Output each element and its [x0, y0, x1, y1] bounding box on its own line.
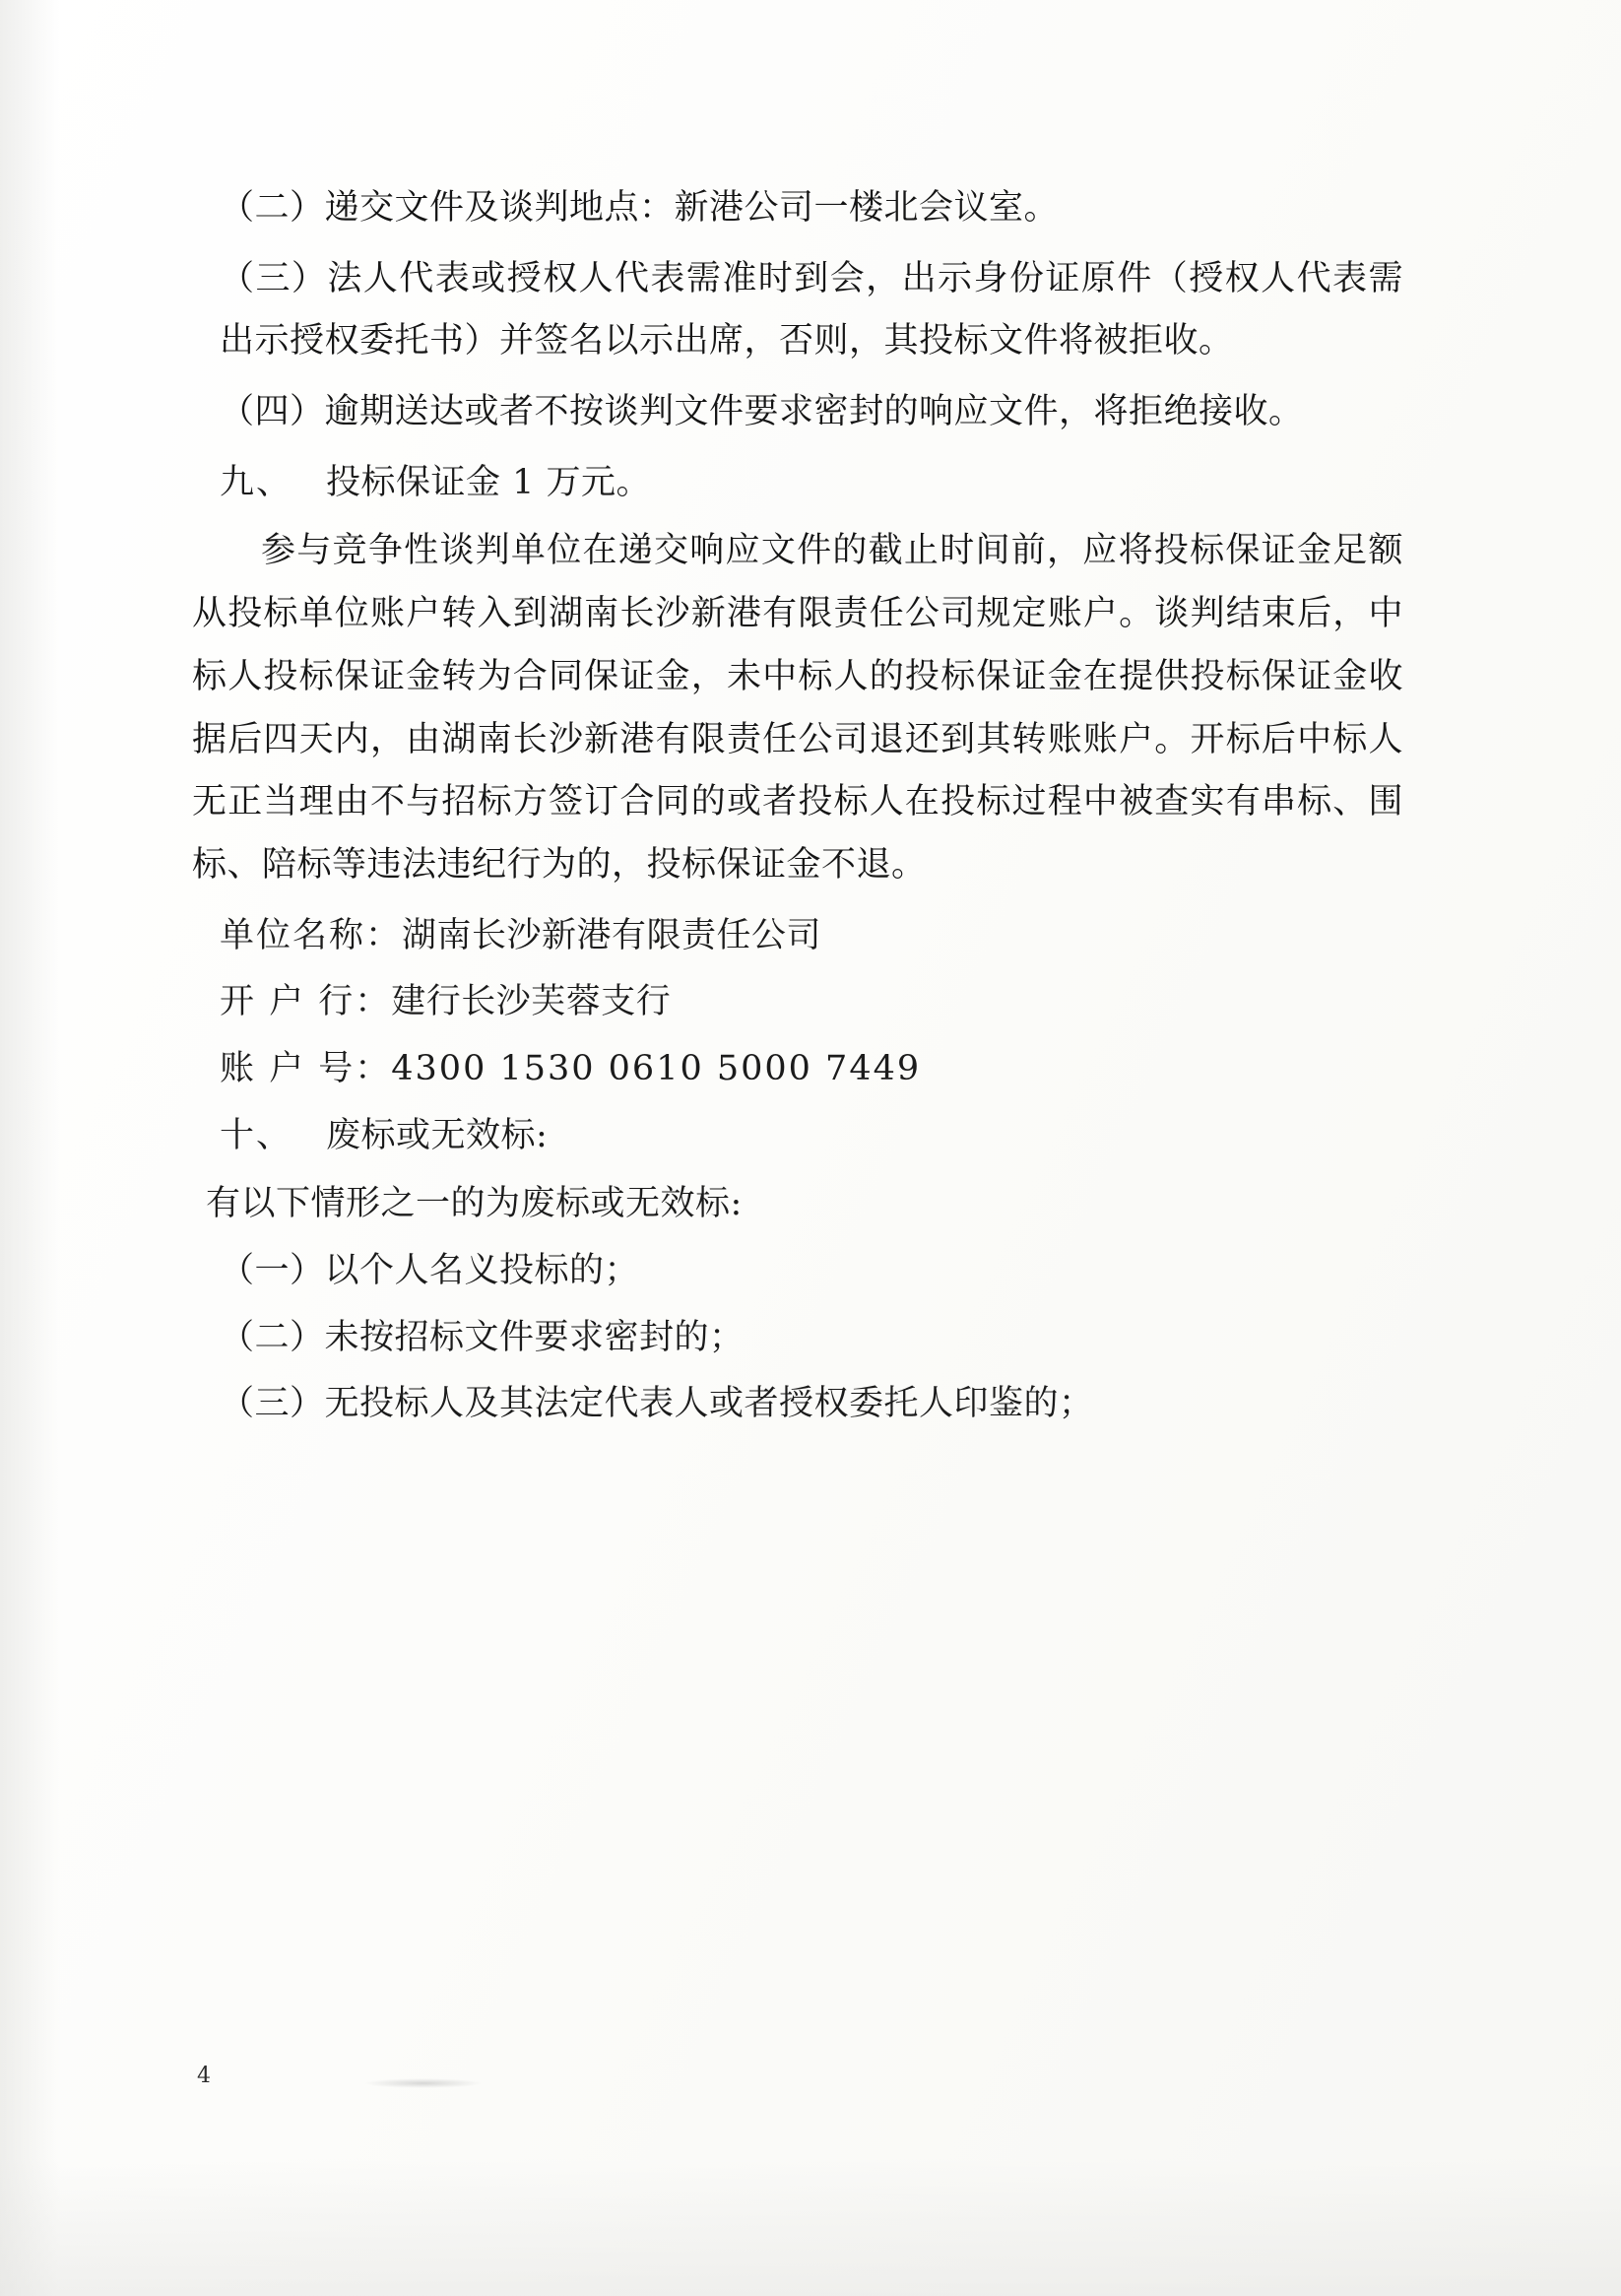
section-nine-title: 投标保证金 1 万元。 — [326, 462, 652, 502]
bank-label-company: 单位名称： — [220, 915, 403, 955]
paragraph-item-four: （四）逾期送达或者不按谈判文件要求密封的响应文件，将拒绝接收。 — [220, 392, 1304, 432]
section-ten-item-1: （一）以个人名义投标的； — [220, 1251, 640, 1290]
bank-value-company: 湖南长沙新港有限责任公司 — [402, 915, 822, 955]
section-ten-title: 废标或无效标: — [326, 1115, 549, 1155]
page-edge-shadow-bottom — [0, 2158, 1621, 2296]
section-nine-number: 九、 — [220, 462, 293, 502]
section-ten-item-2: （二）未按招标文件要求密封的； — [220, 1317, 745, 1357]
bank-line-branch — [192, 971, 1403, 1034]
document-body — [192, 177, 1403, 1440]
section-ten-item-3: （三）无投标人及其法定代表人或者授权委托人印鉴的； — [220, 1384, 1094, 1424]
page-number: 4 — [197, 2064, 211, 2088]
bank-line-account — [192, 1038, 1403, 1101]
page-smudge-mark — [364, 2078, 483, 2088]
section-ten-heading — [192, 1105, 1403, 1168]
bank-label-branch: 开 户 行： — [220, 982, 392, 1022]
bank-label-account: 账 户 号： — [220, 1048, 392, 1088]
section-nine-body: 参与竞争性谈判单位在递交响应文件的截止时间前，应将投标保证金足额从投标单位账户转入到湖南长沙新港有限责任公司规定账户。谈判结束后，中标人投标保证金转为合同保证金，未中标人的投标保证金在提供投标保证金收据后四天内，由湖南长沙新港有限责任公司退还到其转账账户。开标后中标人无正当理由不与招标方签订合同的或者投标人在投标过程中被查实有串标、围标、陪标等违法违纪行为的，投标保证金不退。 — [192, 531, 1403, 885]
bank-line-company — [192, 905, 1403, 968]
section-ten-number: 十、 — [220, 1115, 293, 1155]
section-nine-heading — [192, 452, 1403, 515]
bank-value-account: 4300 1530 0610 5000 7449 — [391, 1048, 922, 1088]
section-ten-lead: 有以下情形之一的为废标或无效标: — [206, 1184, 743, 1224]
page-edge-shadow-left — [0, 0, 59, 2296]
bank-value-branch: 建行长沙芙蓉支行 — [391, 982, 672, 1022]
paragraph-item-two: （二）递交文件及谈判地点：新港公司一楼北会议室。 — [220, 188, 1060, 228]
paragraph-item-three: （三）法人代表或授权人代表需准时到会，出示身份证原件（授权人代表需出示授权委托书）并签名以示出席，否则，其投标文件将被拒收。 — [220, 258, 1403, 361]
